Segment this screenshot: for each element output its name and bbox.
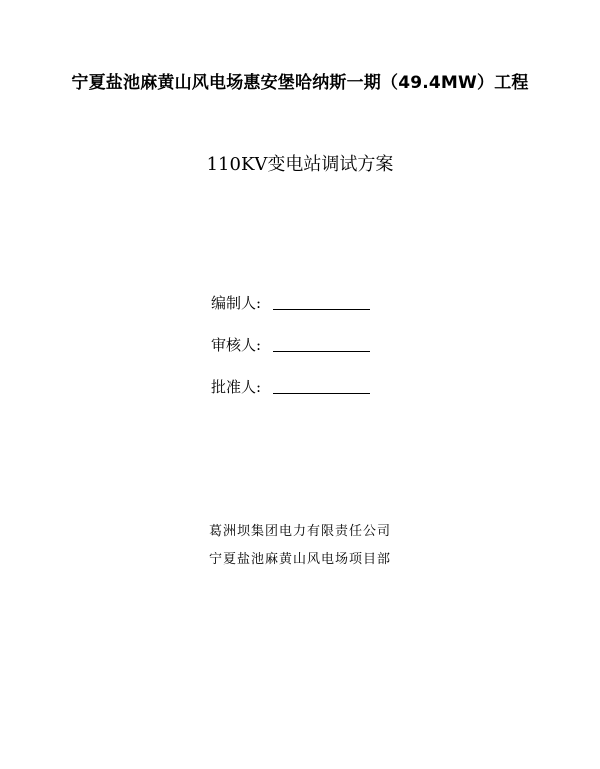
reviewer-label: 审核人: — [211, 336, 262, 354]
department-name: 宁夏盐池麻黄山风电场项目部 — [208, 552, 391, 567]
organization-block — [0, 518, 600, 574]
author-signature-line — [273, 295, 370, 310]
signature-row-author — [211, 270, 370, 312]
signature-row-reviewer — [211, 312, 370, 354]
company-name: 葛洲坝集团电力有限责任公司 — [208, 524, 391, 539]
signature-block — [211, 270, 370, 396]
signature-row-approver — [211, 354, 370, 396]
author-label: 编制人: — [211, 294, 262, 312]
approver-label: 批准人: — [211, 378, 262, 396]
document-title: 110KV变电站调试方案 — [206, 154, 394, 175]
reviewer-signature-line — [273, 337, 370, 352]
approver-signature-line — [273, 379, 370, 394]
project-title: 宁夏盐池麻黄山风电场惠安堡哈纳斯一期（49.4MW）工程 — [71, 73, 529, 93]
